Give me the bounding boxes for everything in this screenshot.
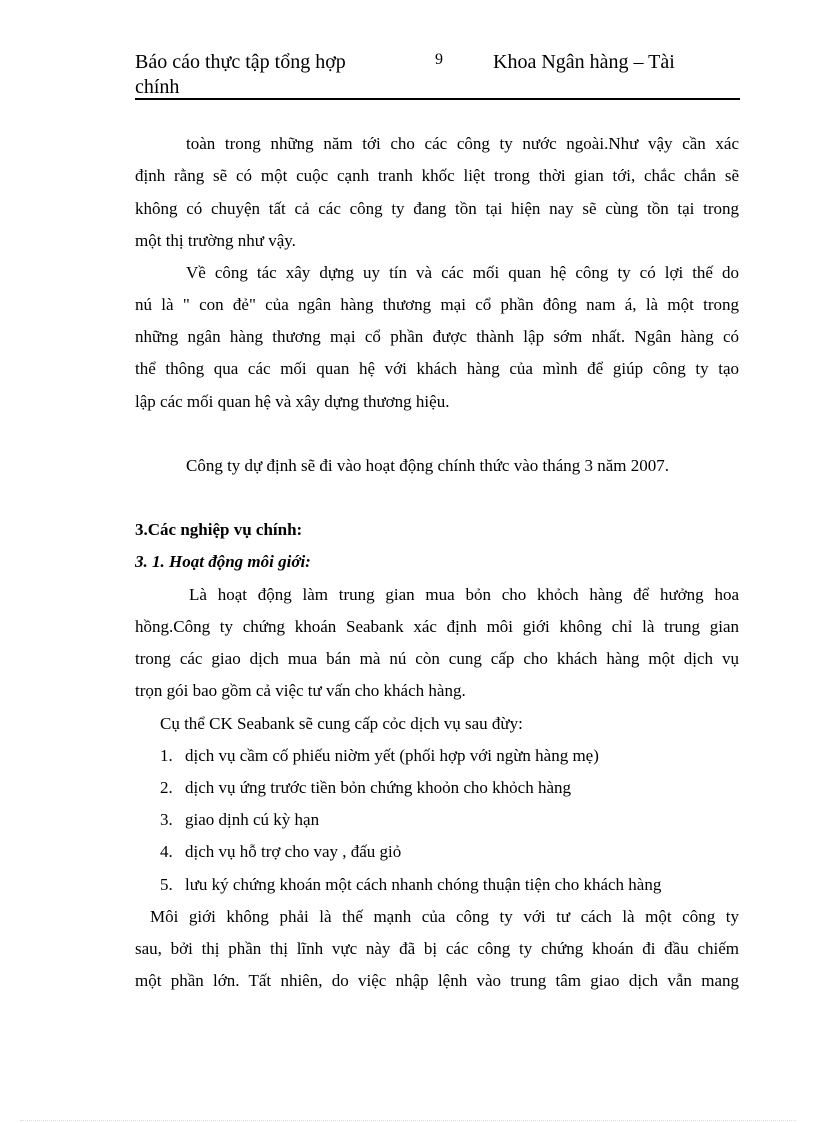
section-heading: 3.Các nghiệp vụ chính: bbox=[135, 520, 303, 539]
list-item-text: dịch vụ ứng trước tiền bỏn chứng khoỏn cho khỏch hàng bbox=[185, 778, 572, 797]
paragraph-line: hồng.Công ty chứng khoán Seabank xác định môi giới không chỉ là trung gian bbox=[135, 617, 739, 636]
page-bottom-edge bbox=[20, 1120, 796, 1121]
paragraph-line: Về công tác xây dựng uy tín và các mối quan hệ công ty có lợi thế do bbox=[186, 263, 739, 282]
list-item-text: giao dịnh cú kỳ hạn bbox=[185, 810, 320, 829]
list-item bbox=[160, 874, 661, 896]
list-item bbox=[160, 841, 401, 863]
paragraph-line: lập các mối quan hệ và xây dựng thương hiệu. bbox=[135, 392, 450, 411]
list-item bbox=[160, 777, 571, 799]
paragraph-line: một phần lớn. Tất nhiên, do việc nhập lệnh vào trung tâm giao dịch vẫn mang bbox=[135, 971, 739, 990]
list-item-text: dịch vụ cầm cố phiếu niờm yết (phối hợp với ngừn hàng mẹ) bbox=[185, 746, 599, 765]
list-item-text: lưu ký chứng khoán một cách nhanh chóng thuận tiện cho khách hàng bbox=[185, 875, 662, 894]
paragraph-line: toàn trong những năm tới cho các công ty nước ngoài.Như vậy cần xác bbox=[186, 134, 739, 153]
list-item bbox=[160, 809, 319, 831]
paragraph-line: không có chuyện tất cả các công ty đang tồn tại hiện nay sẽ cùng tồn tại trong bbox=[135, 199, 739, 218]
paragraph-line: Công ty dự định sẽ đi vào hoạt động chính thức vào tháng 3 năm 2007. bbox=[186, 456, 670, 475]
paragraph-line: một thị trường như vậy. bbox=[135, 231, 296, 250]
list-item-number: 5. bbox=[160, 875, 173, 894]
subsection-heading: 3. 1. Hoạt động môi giới: bbox=[135, 552, 311, 571]
list-item-number: 2. bbox=[160, 778, 173, 797]
paragraph-line: trong các giao dịch mua bán mà nú còn cung cấp cho khách hàng một dịch vụ bbox=[135, 649, 739, 668]
list-item-text: dịch vụ hỗ trợ cho vay , đấu giỏ bbox=[185, 842, 402, 861]
paragraph-line: những ngân hàng thương mại cổ phần được thành lập sớm nhất. Ngân hàng có bbox=[135, 327, 739, 346]
list-item-number: 3. bbox=[160, 810, 173, 829]
page-number: 9 bbox=[435, 51, 443, 68]
header-report-title: Báo cáo thực tập tổng hợp chính bbox=[135, 51, 346, 98]
paragraph-line: Cụ thể CK Seabank sẽ cung cấp cỏc dịch vụ sau đừy: bbox=[160, 714, 523, 733]
paragraph-line: Là hoạt động làm trung gian mua bỏn cho khỏch hàng để hưởng hoa bbox=[189, 585, 739, 604]
paragraph-line: trọn gói bao gồm cả việc tư vấn cho khách hàng. bbox=[135, 681, 466, 700]
list-item bbox=[160, 745, 599, 767]
page-header bbox=[135, 48, 740, 100]
paragraph-line: Môi giới không phải là thế mạnh của công ty với tư cách là một công ty bbox=[150, 907, 739, 926]
header-faculty-title: Khoa Ngân hàng – Tài bbox=[493, 51, 675, 73]
paragraph-line: sau, bởi thị phần thị lĩnh vực này đã bị các công ty chứng khoán đi đầu chiếm bbox=[135, 939, 739, 958]
list-item-number: 1. bbox=[160, 746, 173, 765]
list-item-number: 4. bbox=[160, 842, 173, 861]
paragraph-line: thể thông qua các mối quan hệ với khách hàng của mình để giúp công ty tạo bbox=[135, 359, 739, 378]
paragraph-line: định rằng sẽ có một cuộc cạnh tranh khốc liệt trong thời gian tới, chắc chắn sẽ bbox=[135, 166, 739, 185]
paragraph-line: nú là " con đẻ" của ngân hàng thương mại cổ phần đông nam á, là một trong bbox=[135, 295, 739, 314]
